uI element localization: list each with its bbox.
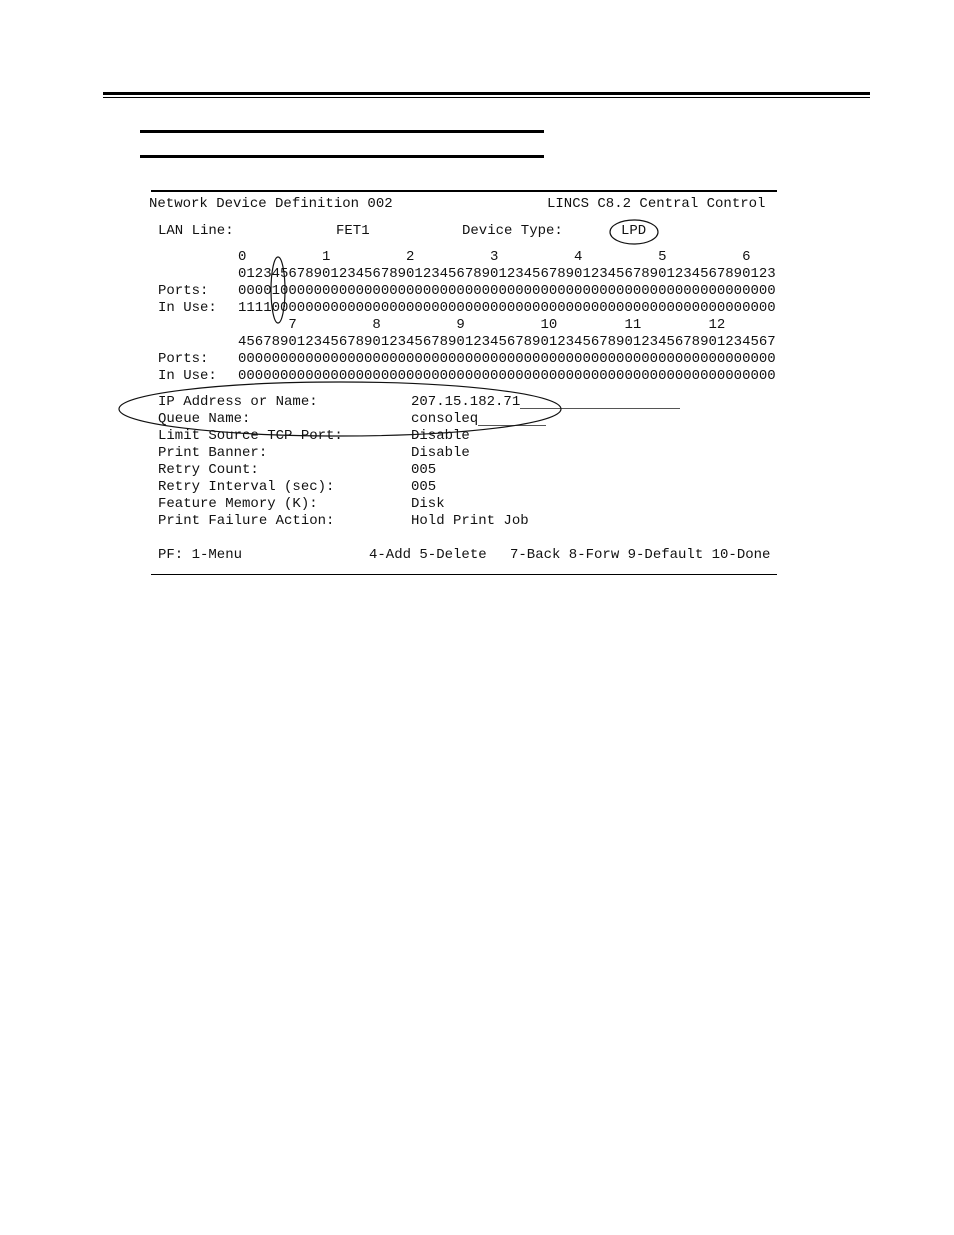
pf-key-add-delete[interactable]: 4-Add 5-Delete [369, 547, 487, 563]
screen-app-name: LINCS C8.2 Central Control [547, 196, 766, 212]
ports-label-1: Ports: [158, 283, 209, 299]
field-value-print-banner[interactable]: Disable [411, 445, 470, 461]
field-label-feature-memory: Feature Memory (K): [158, 496, 318, 512]
device-type-label: Device Type: [462, 223, 563, 239]
field-value-retry-count[interactable]: 005 [411, 462, 437, 478]
inuse-values-2: 0000000000000000000000000000000000000000000000000000000000000000 [238, 368, 776, 384]
header-rule-thick [103, 92, 870, 95]
header-rule-thin [103, 97, 870, 98]
lan-line-label: LAN Line: [158, 223, 234, 239]
field-label-retry-count: Retry Count: [158, 462, 259, 478]
screen-title: Network Device Definition 002 [149, 196, 393, 212]
device-type-value[interactable]: LPD [621, 223, 647, 239]
ip-address-underline [520, 408, 680, 409]
lan-line-value[interactable]: FET1 [336, 223, 370, 239]
ports-tens-row-2: 7 8 9 10 11 12 [238, 317, 726, 333]
ports-units-row-1: 0123456789012345678901234567890123456789012345678901234567890123 [238, 266, 776, 282]
field-value-retry-interval[interactable]: 005 [411, 479, 437, 495]
pf-key-navigation[interactable]: 7-Back 8-Forw 9-Default 10-Done [510, 547, 771, 563]
screen-top-rule [151, 190, 777, 192]
section-rule-top [140, 130, 544, 133]
field-value-ip-address[interactable]: 207.15.182.71 [411, 394, 521, 410]
field-label-print-failure-action: Print Failure Action: [158, 513, 335, 529]
queue-name-underline [478, 425, 546, 426]
screen-bottom-rule [151, 574, 777, 575]
field-value-feature-memory[interactable]: Disk [411, 496, 445, 512]
field-label-limit-source-tcp-port: Limit Source TCP Port: [158, 428, 343, 444]
ports-tens-row-1: 0 1 2 3 4 5 6 [238, 249, 751, 265]
field-label-queue-name: Queue Name: [158, 411, 251, 427]
ports-values-1[interactable]: 0000100000000000000000000000000000000000000000000000000000000000 [238, 283, 776, 299]
ports-units-row-2: 4567890123456789012345678901234567890123456789012345678901234567 [238, 334, 776, 350]
ports-label-2: Ports: [158, 351, 209, 367]
section-rule-bottom [140, 155, 544, 158]
inuse-label-1: In Use: [158, 300, 217, 316]
ports-values-2[interactable]: 0000000000000000000000000000000000000000000000000000000000000000 [238, 351, 776, 367]
inuse-values-1: 1111000000000000000000000000000000000000000000000000000000000000 [238, 300, 776, 316]
field-value-queue-name[interactable]: consoleq [411, 411, 479, 427]
field-value-print-failure-action[interactable]: Hold Print Job [411, 513, 529, 529]
field-label-ip-address: IP Address or Name: [158, 394, 318, 410]
field-value-limit-source-tcp-port[interactable]: Disable [411, 428, 470, 444]
pf-key-menu[interactable]: PF: 1-Menu [158, 547, 243, 563]
field-label-print-banner: Print Banner: [158, 445, 268, 461]
field-label-retry-interval: Retry Interval (sec): [158, 479, 335, 495]
inuse-label-2: In Use: [158, 368, 217, 384]
